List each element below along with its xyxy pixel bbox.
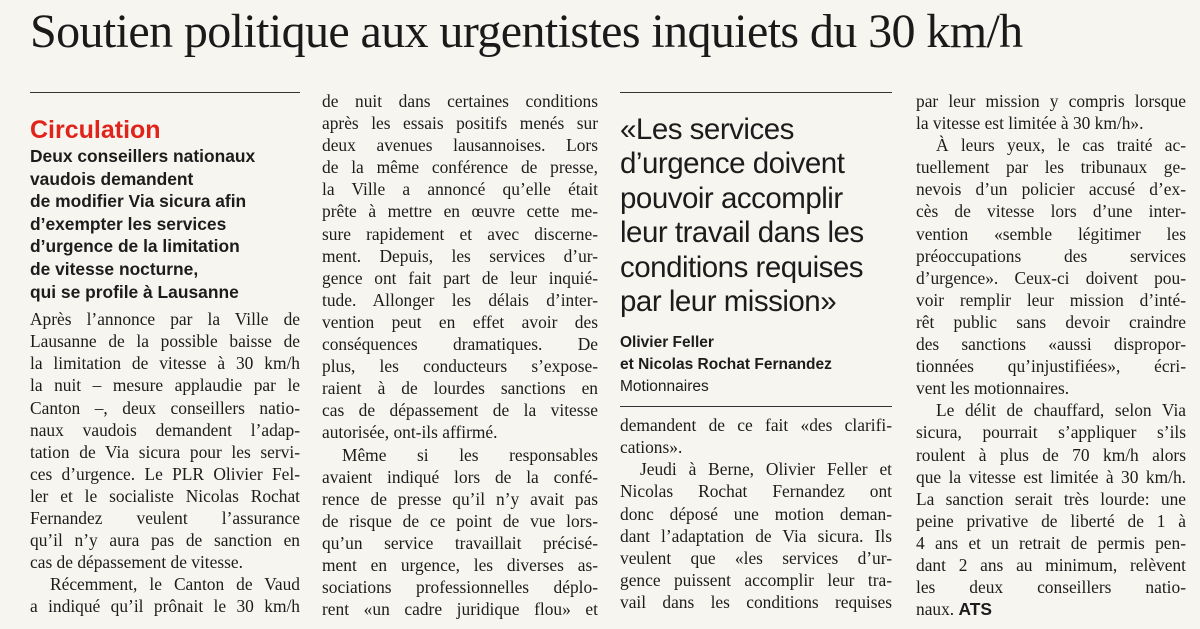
lead-line: qui se profile à Lausanne <box>30 281 239 302</box>
body-line: voir remplir leur mission d’inté- <box>916 289 1186 310</box>
column-1 <box>30 92 300 617</box>
body-line: raient à de lourdes sanctions en <box>322 378 598 399</box>
body-line: conséquences dramatiques. De <box>322 334 598 355</box>
body-line: Fernandez veulent l’assurance <box>30 508 300 528</box>
column-rule <box>620 92 892 93</box>
body-line: Lausanne de la possible baisse de <box>30 331 300 352</box>
article-body <box>916 90 1186 620</box>
body-line: cès de vitesse lors d’une inter- <box>916 201 1186 222</box>
article-headline: Soutien politique aux urgentistes inquiets du 30 km/h <box>30 5 1023 58</box>
body-line: ment. Depuis, les services d’ur- <box>322 245 598 266</box>
column-4 <box>916 92 1186 620</box>
quote-line: leur travail dans les <box>620 216 864 250</box>
body-line: la limitation de vitesse à 30 km/h <box>30 353 300 374</box>
body-line: cas de dépassement de la vitesse <box>322 400 598 421</box>
column-rule <box>30 92 300 93</box>
quote-line: «Les services <box>620 113 794 146</box>
body-line: gence ont fait part de leur inquié- <box>322 267 598 288</box>
body-line-text: naux. <box>916 599 955 620</box>
column-2 <box>322 92 598 620</box>
lead-line: d’urgence de la limitation <box>30 236 240 257</box>
body-line: vention «semble légitimer les <box>916 223 1186 244</box>
body-line: cas de dépassement de vitesse. <box>30 552 243 573</box>
article-body <box>620 414 892 613</box>
body-line: tude. Allonger les délais d’inter- <box>322 289 598 310</box>
body-line: plus, les conducteurs s’expose- <box>322 356 598 377</box>
body-line: prête à mettre en œuvre cette me- <box>322 201 598 222</box>
body-line: des sanctions «aussi dispropor- <box>916 334 1186 355</box>
body-line <box>916 598 1186 620</box>
body-line: les deux conseillers natio- <box>916 577 1186 598</box>
quote-role <box>620 376 892 398</box>
article-lead <box>30 145 300 303</box>
body-line: par leur mission y compris lorsque <box>916 91 1186 111</box>
body-line: 4 ans et un retrait de permis pen- <box>916 532 1186 553</box>
body-line: rent «un cadre juridique flou» et <box>322 599 598 620</box>
role-line: Motionnaires <box>620 377 709 395</box>
column-rule <box>620 406 892 407</box>
body-line: autorisée, ont-ils affirmé. <box>322 422 498 443</box>
body-line: Le délit de chauffard, selon Via <box>936 400 1186 421</box>
lead-line: de modifier Via sicura afin <box>30 191 247 212</box>
body-line: cations». <box>620 437 683 458</box>
pull-quote <box>620 113 892 319</box>
body-line: vail dans les conditions requises <box>620 591 892 612</box>
body-line: demandent de ce fait «des clarifi- <box>620 415 892 436</box>
body-line: À leurs yeux, le cas traité ac- <box>936 135 1186 156</box>
quote-line: pouvoir accomplir <box>620 181 843 215</box>
column-3 <box>620 92 892 613</box>
body-line: ler et le socialiste Nicolas Rochat <box>30 485 300 506</box>
body-line: que la vitesse est limitée à 30 km/h. <box>916 466 1186 487</box>
body-line: La sanction serait très lourde: une <box>916 488 1186 509</box>
body-line: qu’il n’y aura pas de sanction en <box>30 530 300 551</box>
body-line: Même si les responsables <box>342 444 598 465</box>
lead-line: vaudois demandent <box>30 168 194 189</box>
body-line: la vitesse est limitée à 30 km/h». <box>916 113 1144 134</box>
body-line: avaient indiqué lors de la confé- <box>322 466 598 487</box>
quote-line: conditions requises <box>620 250 864 284</box>
body-line: sicura, pourrait s’appliquer s’ils <box>916 422 1186 443</box>
article-body <box>322 90 598 620</box>
body-line: dant l’adaptation de Via sicura. Ils <box>620 525 892 546</box>
body-line: peine privative de liberté de 1 à <box>916 510 1186 531</box>
body-line: tation de Via sicura pour les servi- <box>30 441 300 462</box>
body-line: après les essais positifs menés sur <box>322 113 598 134</box>
body-line: vention peut en effet avoir des <box>322 311 598 332</box>
section-rubric: Circulation <box>30 116 161 144</box>
article-body <box>30 308 300 617</box>
lead-line: de vitesse nocturne, <box>30 258 199 279</box>
body-line: ment en urgence, les diverses as- <box>322 554 598 575</box>
body-line: veulent que «les services d’ur- <box>620 547 892 568</box>
lead-line: Deux conseillers nationaux <box>30 146 256 166</box>
body-line: Nicolas Rochat Fernandez ont <box>620 481 892 502</box>
body-line: de nuit dans certaines conditions <box>322 91 598 111</box>
quote-author <box>620 332 892 375</box>
body-line: tuellement par les tribunaux ge- <box>916 157 1186 178</box>
body-line: d’urgence». Ceux-ci doivent pou- <box>916 267 1186 288</box>
lead-line: d’exempter les services <box>30 213 227 234</box>
body-line: donc déposé une motion deman- <box>620 503 892 524</box>
body-line: vent les motionnaires. <box>916 378 1070 399</box>
quote-line: par leur mission» <box>620 284 837 318</box>
author-line: Olivier Feller <box>620 334 714 352</box>
author-line: et Nicolas Rochat Fernandez <box>620 355 832 373</box>
body-line: ces d’urgence. Le PLR Olivier Fel- <box>30 463 300 484</box>
body-line: a indiqué qu’il prônait le 30 km/h <box>30 596 300 617</box>
body-line: Jeudi à Berne, Olivier Feller et <box>640 459 892 480</box>
body-line: sure rapidement et avec discerne- <box>322 223 598 244</box>
body-line: tionnées qu’injustifiées», écri- <box>916 356 1186 377</box>
body-line: préoccupations des services <box>916 245 1186 266</box>
body-line: nevois d’un policier accusé d’ex- <box>916 179 1186 200</box>
body-line: Après l’annonce par la Ville de <box>30 309 300 330</box>
body-line: Récemment, le Canton de Vaud <box>50 574 300 595</box>
body-line: de risque de ce point de vue lors- <box>322 510 598 531</box>
body-line: naux vaudois demandent l’adap- <box>30 419 300 440</box>
body-line: roulent à plus de 70 km/h alors <box>916 444 1186 465</box>
quote-line: d’urgence doivent <box>620 147 845 181</box>
body-line: la Ville a annoncé qu’elle était <box>322 179 598 200</box>
signature: ATS <box>958 599 993 620</box>
body-line: deux avenues lausannoises. Lors <box>322 135 598 156</box>
body-line: gence puissent accomplir leur tra- <box>620 569 892 590</box>
body-line: rêt public sans devoir craindre <box>916 311 1186 332</box>
body-line: Canton –, deux conseillers natio- <box>30 397 300 418</box>
body-line: rence de presse qu’il n’y avait pas <box>322 488 598 509</box>
body-line: la nuit – mesure applaudie par le <box>30 375 300 396</box>
body-line: dant 2 ans au minimum, relèvent <box>916 554 1186 575</box>
body-line: de la même conférence de presse, <box>322 157 598 178</box>
body-line: qu’un service travaillait précisé- <box>322 532 598 553</box>
body-line: sociations professionnelles déplo- <box>322 577 598 598</box>
